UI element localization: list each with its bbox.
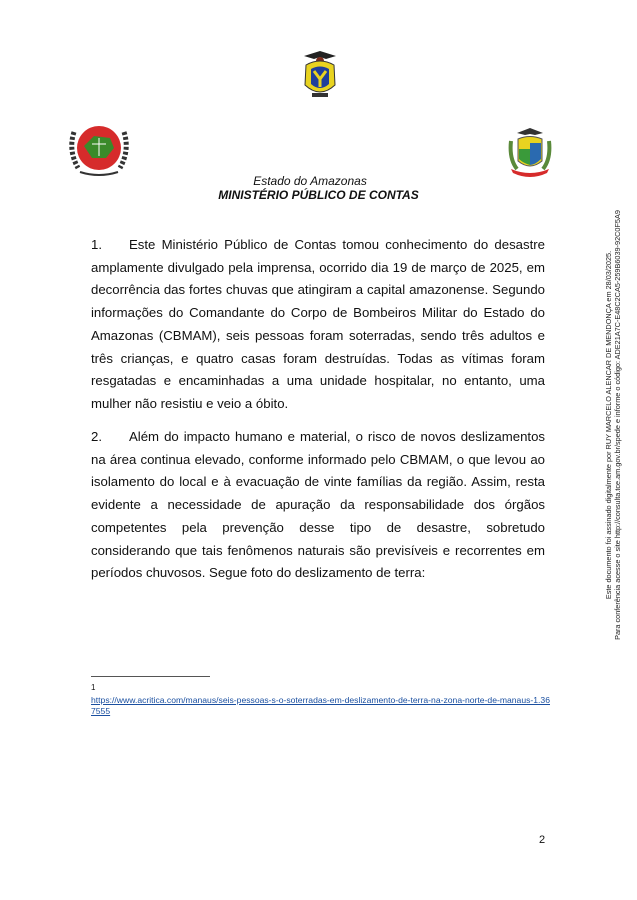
footnote-divider [91, 676, 210, 677]
footnote-marker: 1 [91, 683, 96, 692]
paragraph-text: Além do impacto humano e material, o risco de novos deslizamentos na área continua elevado, conforme informado pelo CBMAM, o que levou ao isolamento do local e à evacuação de vinte famílias da região. Assim, resta evidente a necessidade de apuração da responsabilidade dos órgãos competentes pela prevenção desse tipo de desastre, sobretudo considerando que tais fenômenos naturais são previsíveis e recorrentes em períodos chuvosos. Segue foto do deslizamento de terra: [91, 429, 545, 581]
paragraph-2 [91, 426, 545, 585]
digital-signature-notice [604, 200, 622, 650]
paragraph-number: 2. [91, 429, 102, 444]
page-number: 2 [539, 834, 546, 846]
paragraph-text: Este Ministério Público de Contas tomou conhecimento do desastre amplamente divulgado pela imprensa, ocorrido dia 19 de março de 2025, em decorrência das fortes chuvas que atingiram a capital amazonense. Segundo informações do Comandante do Corpo de Bombeiros Militar do Estado do Amazonas (CBMAM), seis pessoas foram soterradas, sendo três adultos e três crianças, e quatro casas foram destruídas. Todas as vítimas foram resgatadas e encaminhadas a uma unidade hospitalar, no entanto, uma mulher não resistiu e veio a óbito. [91, 237, 545, 411]
footnote-source-link[interactable]: https://www.acritica.com/manaus/seis-pessoas-s-o-soterradas-em-deslizamento-de-terra-na-zona-norte-de-manaus-1.367555 [91, 695, 550, 716]
state-name-heading: Estado do Amazonas [253, 174, 367, 188]
signature-line: Este documento foi assinado digitalmente por RUY MARCELO ALENCAR DE MENDONÇA em 28/03/2025. [604, 250, 613, 600]
amazonas-coat-of-arms-top-icon [300, 47, 340, 103]
ministerio-publico-emblem-icon [66, 120, 132, 178]
ministry-heading: MINISTÉRIO PÚBLICO DE CONTAS [218, 188, 419, 202]
paragraph-number: 1. [91, 237, 102, 252]
verification-line: Para conferência acesse o site http://consulta.tce.am.gov.br/spede e informe o código: ADE21A7C-E48C2CA5-259B6039-92C0F5A9 [613, 210, 622, 640]
paragraph-1 [91, 234, 545, 416]
